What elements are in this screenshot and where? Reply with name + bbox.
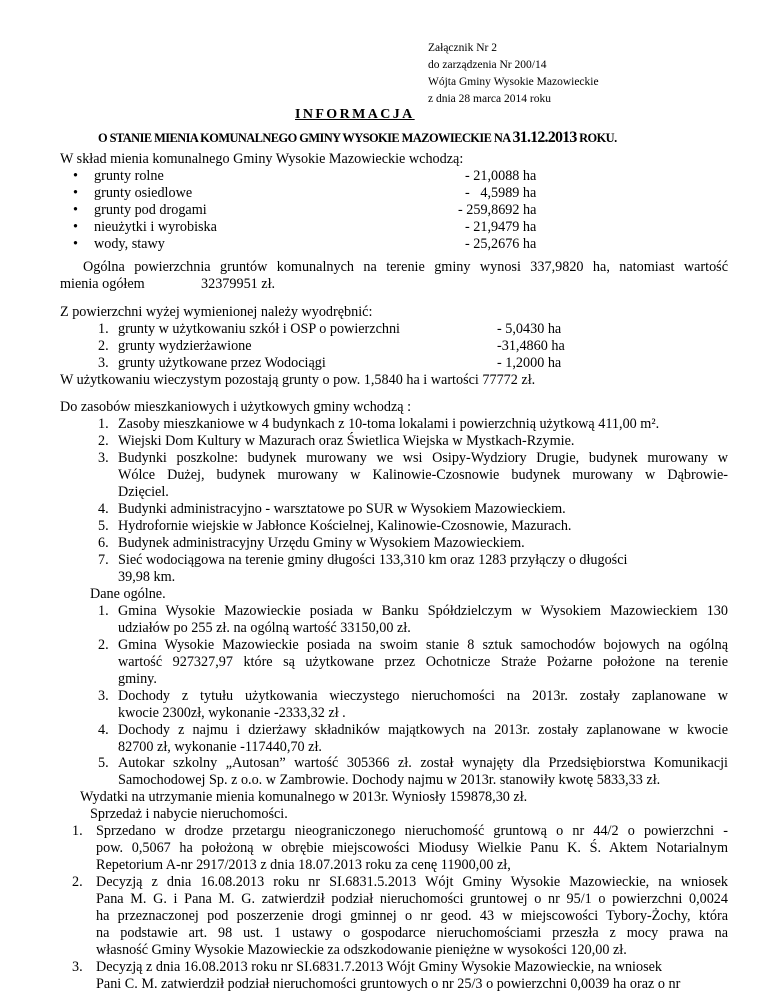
general-text: Gmina Wysokie Mazowieckie posiada w Banku Spółdzielczym w Wysokiem Mazowieckiem 130 — [118, 602, 728, 619]
list-number: 2. — [98, 433, 109, 450]
list-item: • — [73, 185, 78, 202]
list-number: 2. — [98, 636, 109, 653]
bullet-value: - 21,9479 ha — [465, 219, 537, 236]
list-number: 5. — [98, 755, 109, 772]
bullet-label: grunty osiedlowe — [94, 185, 193, 202]
bullet-value: - 25,2676 ha — [465, 236, 537, 253]
resource-text: 39,98 km. — [118, 568, 176, 585]
resource-text: Budynki poszkolne: budynek murowany we wsi Osipy-Wydziory Drugie, budynek murowany w — [118, 450, 728, 466]
extract-value: - 1,2000 ha — [497, 354, 562, 371]
extract-intro: Z powierzchni wyżej wymienionej należy wyodrębnić: — [60, 303, 373, 320]
resource-text: Zasoby mieszkaniowe w 4 budynkach z 10-toma lokalami i powierzchnią użytkową 411,00 m². — [118, 416, 660, 433]
list-number: 3. — [98, 687, 109, 704]
sale-text: Pani C. M. zatwierdził podział nieruchomości gruntowych o nr 25/3 o powierzchni 0,0039 ha oraz o nr — [96, 976, 681, 992]
general-text: Dochody z najmu i dzierżawy składników majątkowych na 2013r. zostały zaplanowane w kwocie — [118, 721, 728, 738]
list-number: 4. — [98, 721, 109, 738]
resource-text: Budynki administracyjno - warsztatowe po SUR w Wysokiem Mazowieckiem. — [118, 500, 566, 517]
list-number: 1. — [98, 602, 109, 619]
general-text: Samochodowej Sp. z o.o. w Zambrowie. Dochody najmu w 2013r. stanowiły kwotę 5833,33 zł. — [118, 772, 661, 789]
sale-text: Decyzją z dnia 16.08.2013 roku nr SI.6831.7.2013 Wójt Gminy Wysokie Mazowieckie, na wniosek — [96, 959, 663, 975]
general-text: Autokar szkolny „Autosan” wartość 305366 zł. został wynajęty dla Przedsiębiorstwa Komunikacji — [118, 755, 728, 772]
resources-intro: Do zasobów mieszkaniowych i użytkowych gminy wchodzą : — [60, 399, 412, 416]
intro-text: W skład mienia komunalnego Gminy Wysokie Mazowieckie wchodzą: — [60, 151, 464, 168]
bullet-label: grunty pod drogami — [94, 202, 207, 219]
bullet-value: - 4,5989 ha — [465, 185, 537, 202]
bullet-label: wody, stawy — [94, 236, 165, 253]
sale-text: na podstawie art. 98 ust. 1 ustawy o gospodarce nieruchomościami przeszła z mocy prawa na — [96, 925, 728, 942]
sale-text: pow. 0,5067 ha położoną w obrębie miejscowości Miodusy Wielkie Panu K. Ś. Aktem Notarialnym — [96, 840, 728, 857]
resource-text: Wólce Dużej, budynek murowany w Kalinowie-Czosnowie budynek murowany w Dąbrowie- — [118, 467, 728, 483]
list-item: • — [73, 219, 78, 236]
list-item: • — [73, 202, 78, 219]
general-text: udziałów po 255 zł. na ogólną wartość 33150,00 zł. — [118, 619, 411, 636]
list-number: 1. — [98, 416, 109, 433]
extract-label: grunty w użytkowaniu szkół i OSP o powierzchni — [118, 320, 401, 337]
sale-text: Sprzedano w drodze przetargu nieograniczonego nieruchomość gruntową o nr 44/2 o powierzchni - — [96, 823, 728, 840]
list-number: 1. — [98, 320, 109, 337]
list-number: 4. — [98, 500, 109, 517]
resource-text: Budynek administracyjny Urzędu Gminy w Wysokiem Mazowieckiem. — [118, 534, 525, 551]
document-subtitle: O STANIE MIENIA KOMUNALNEGO GMINY WYSOKIE MAZOWIECKIE NA 31.12.2013 ROKU. — [98, 128, 617, 146]
general-text: Dochody z tytułu użytkowania wieczystego nieruchomości na 2013r. zostały zaplanowane w — [118, 687, 728, 704]
extract-label: grunty wydzierżawione — [118, 337, 252, 354]
sale-text: własność Gminy Wysokie Mazowieckie za odszkodowanie pieniężne w wysokości 120,00 zł. — [96, 942, 627, 959]
resource-text: Dzięciel. — [118, 484, 169, 500]
list-item: • — [73, 236, 78, 253]
attachment-number: Załącznik Nr 2 — [428, 42, 497, 54]
bullet-value: - 21,0088 ha — [465, 168, 537, 185]
list-number: 2. — [72, 874, 83, 891]
list-number: 2. — [98, 337, 109, 354]
summary-line: Ogólna powierzchnia gruntów komunalnych na terenie gminy wynosi 337,9820 ha, natomiast wartość — [83, 258, 728, 275]
total-value: 32379951 zł. — [201, 275, 276, 292]
general-text: gminy. — [118, 670, 157, 687]
extract-label: grunty użytkowane przez Wodociągi — [118, 354, 326, 371]
resource-text: Sieć wodociągowa na terenie gminy długości 133,310 km oraz 1283 przyłączy o długości — [118, 551, 628, 568]
bullet-label: nieużytki i wyrobiska — [94, 219, 217, 236]
extract-value: -31,4860 ha — [497, 337, 565, 354]
document-title: INFORMACJA — [295, 106, 415, 122]
list-number: 3. — [98, 354, 109, 371]
list-item: • — [73, 168, 78, 185]
issuer: Wójta Gminy Wysokie Mazowieckie — [428, 75, 599, 88]
bullet-value: - 259,8692 ha — [458, 202, 537, 219]
sale-text: Decyzją z dnia 16.08.2013 roku nr SI.6831.5.2013 Wójt Gminy Wysokie Mazowieckie, na wniosek — [96, 874, 728, 891]
expenses-text: Wydatki na utrzymanie mienia komunalnego w 2013r. Wyniosły 159878,30 zł. — [80, 789, 528, 806]
general-text: Gmina Wysokie Mazowieckie posiada na swoim stanie 8 sztuk samochodów bojowych na ogólną — [118, 636, 728, 653]
sale-text: Pana M. G. i Pana M. G. zatwierdził podział nieruchomości gruntowej o nr 95/1 o powierzchni 0,0024 — [96, 891, 728, 908]
resource-text: Wiejski Dom Kultury w Mazurach oraz Świetlica Wiejska w Mystkach-Rzymie. — [118, 433, 575, 450]
extract-value: - 5,0430 ha — [497, 320, 562, 337]
list-number: 6. — [98, 534, 109, 551]
summary-label: mienia ogółem — [60, 275, 145, 292]
issue-date: z dnia 28 marca 2014 roku — [428, 92, 551, 105]
ordinance-number: do zarządzenia Nr 200/14 — [428, 59, 547, 71]
general-heading: Dane ogólne. — [90, 585, 166, 602]
sale-heading: Sprzedaż i nabycie nieruchomości. — [90, 806, 288, 823]
general-text: kwocie 2300zł, wykonanie -2333,32 zł . — [118, 704, 346, 721]
perpetual-use-text: W użytkowaniu wieczystym pozostają grunty o pow. 1,5840 ha i wartości 77772 zł. — [60, 371, 536, 388]
resource-text: Hydrofornie wiejskie w Jabłonce Kościelnej, Kalinowie-Czosnowie, Mazurach. — [118, 517, 572, 534]
general-text: wartość 927327,97 które są użytkowane przez Ochotnicze Straże Pożarne położone na terenie — [118, 653, 728, 670]
bullet-label: grunty rolne — [94, 168, 164, 185]
list-number: 3. — [98, 450, 109, 466]
list-number: 5. — [98, 517, 109, 534]
sale-text: ha przeznaczonej pod poszerzenie drogi gminnej o nr geod. 43 w miejscowości Tybory-Żochy, która — [96, 908, 728, 925]
list-number: 1. — [72, 823, 83, 840]
list-number: 7. — [98, 551, 109, 568]
sale-text: Repetorium A-nr 2917/2013 z dnia 18.07.2013 roku za cenę 11900,00 zł, — [96, 857, 511, 874]
list-number: 3. — [72, 959, 83, 975]
general-text: 82700 zł, wykonanie -117440,70 zł. — [118, 738, 322, 755]
